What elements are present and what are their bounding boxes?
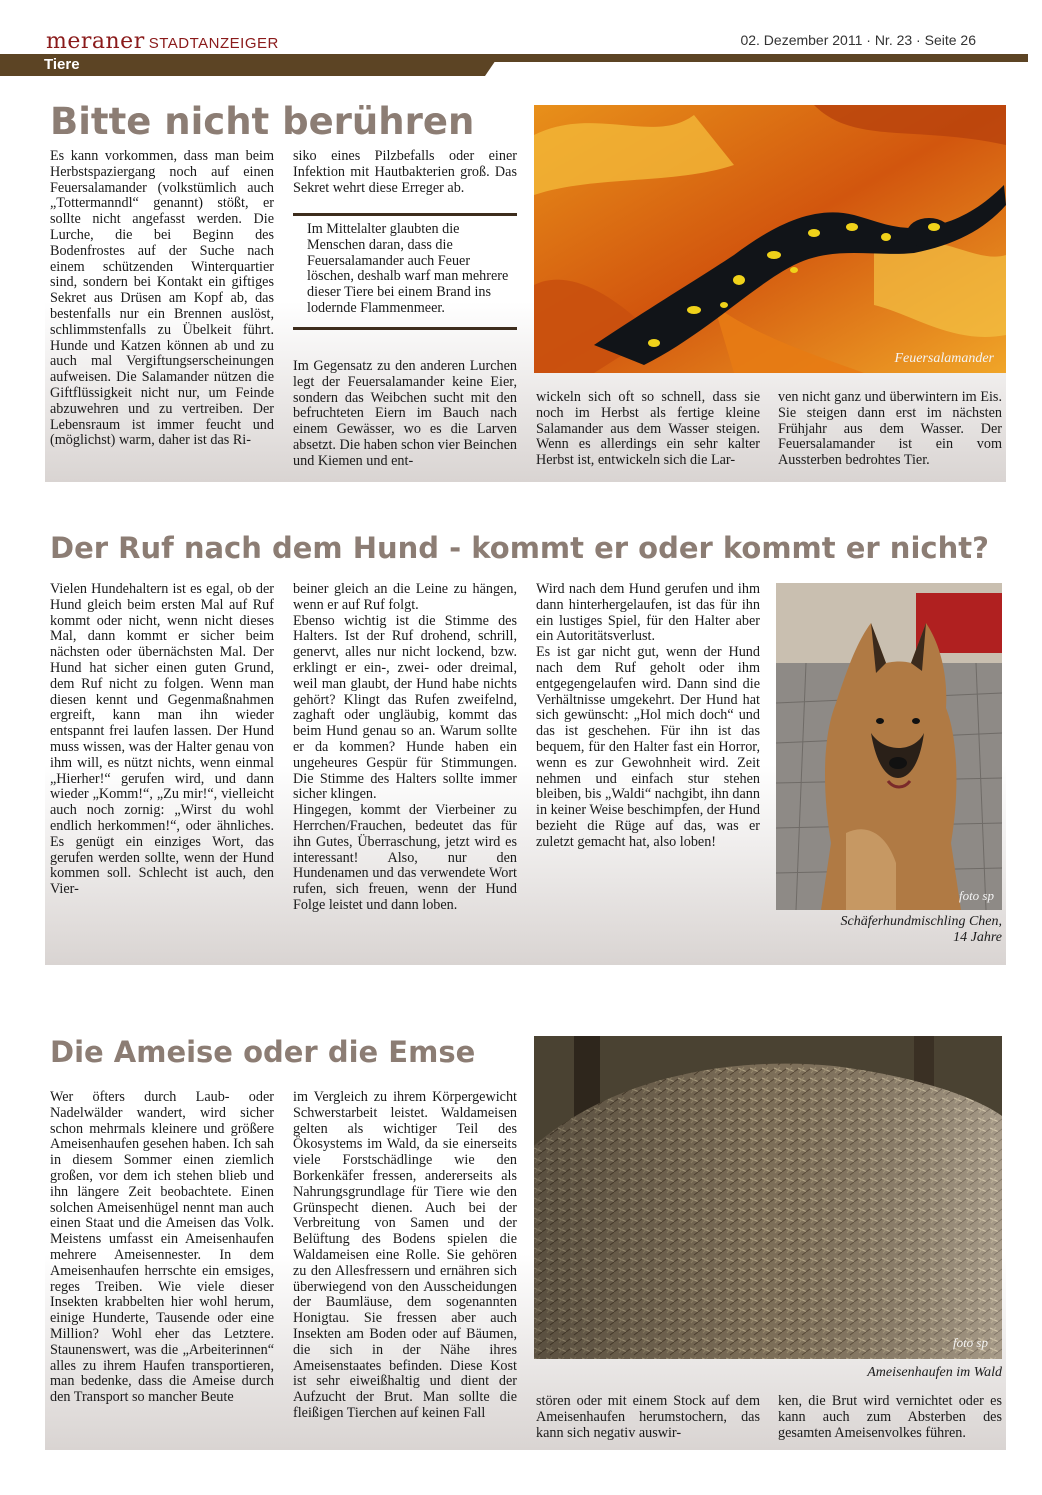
issue-meta: 02. Dezember 2011 · Nr. 23 · Seite 26 xyxy=(740,32,976,48)
pull-quote xyxy=(293,213,517,330)
article-column: ken, die Brut wird vernichtet oder es kann auch zum Absterben des gesamten Ameisenvolkes führen. xyxy=(778,1393,1002,1441)
photo-credit: foto sp xyxy=(952,1335,988,1350)
photo-caption-line: 14 Jahre xyxy=(953,930,1002,945)
dog-image xyxy=(776,583,1002,910)
article-column: im Vergleich zu ihrem Körpergewicht Schwerstarbeit leistet. Waldameisen gelten als wichtiger Teil des Ökosystems im Wald, da sie einerseits viele Forstschädlinge wie den Borkenkäfer fressen, andererseits als Nahrungsgrundlage für Tiere wie den Grünspecht dienen. Auch bei der Verbreitung von Samen und der Belüftung des Bodens spielen die Waldameisen eine Rolle. Sie gehören zu den Allesfressern und ernähren sich überwiegend von den Ausscheidungen der Baumläuse, dem sogenannten Honigtau. Sie fressen aber auch Insekten am Boden oder auf Bäumen, die sich in der Nähe ihres Ameisenstaates befinden. Diese Kost ist sehr eiweißhaltig und dient der Aufzucht der Brut. Man sollte die fleißigen Tierchen auf keinen Fall xyxy=(293,1089,517,1421)
rubric-label: Tiere xyxy=(44,56,80,73)
article-column xyxy=(536,582,760,851)
paragraph: Hingegen, kommt der Vierbeiner zu Herrchen/Frauchen, bedeutet das für ihn Gutes, Überraschung, jetzt wird es interessant! Also, nur den Hundenamen und das verwendete Wort rufen, sich freuen, wenn der Hund Folge leistet und dann loben. xyxy=(293,802,517,913)
article-title-dog: Der Ruf nach dem Hund - kommt er oder kommt er nicht? xyxy=(50,531,989,565)
paragraph: Wird nach dem Hund gerufen und ihm dann hinterhergelaufen, ist das für ihn ein lustiges Spiel, für den Halter aber ein Autoritätsverlust. xyxy=(536,581,760,645)
article-column xyxy=(293,582,517,914)
article-column: Vielen Hundehaltern ist es egal, ob der Hund gleich beim ersten Mal auf Ruf kommt oder nicht, wenn nicht dieses Mal, dann kommt er sicher beim nächsten oder übernächsten Mal. Der Hund hat sicher einen guten Grund, dem Ruf nicht zu folgen. Wenn man diesen kennt und Gegenmaßnahmen ergreift, kann man ihn wieder entspannt frei laufen lassen. Der Hund muss wissen, was der Halter genau von ihm will, es nützt nichts, wenn einmal „Hierher!“ gerufen wird, und dann wieder „Komm!“, „Zu mir!“, vielleicht auch noch zornig: „Wirst du wohl endlich herkommen!“, oder ähnliches. Es genügt ein einziges Wort, das gerufen werden sollte, wenn der Hund kommen soll. Schlecht ist auch, den Vier- xyxy=(50,581,274,898)
paragraph: Ebenso wichtig ist die Stimme des Halters. Ist der Ruf drohend, schrill, genervt, alles nur nicht lockend, bzw. erklingt er ein-, zwei- oder dreimal, weil man glaubt, der Hund habe nichts gehört? Klingt das Rufen zweifelnd, zaghaft oder ungläubig, kommt das beim Hund genau so an. Warum sollte er da kommen? Hunde haben ein ungeheures Gespür für Stimmungen. Die Stimme des Halters sollte immer sicher klingen. xyxy=(293,612,517,803)
article-column: stören oder mit einem Stock auf dem Ameisenhaufen herumstochern, das kann sich negativ auswir- xyxy=(536,1393,760,1441)
dog-photo xyxy=(776,583,1002,910)
photo-caption: Ameisenhaufen im Wald xyxy=(867,1365,1002,1380)
article-column: Im Gegensatz zu den anderen Lurchen legt der Feuersalamander keine Eier, sondern das Weibchen sucht mit den befruchteten Eiern im Bauch nach einem Gewässer, wo es die Larven absetzt. Die haben schon vier Beinchen und Kiemen und ent- xyxy=(293,358,517,469)
article-column: Es kann vorkommen, dass man beim Herbstspaziergang noch auf einen Feuersalamander (volkstümlich auch „Tottermanndl“ genannt) stößt, er sollte nicht angefasst werden. Die Lurche, die bei Beginn des Bodenfrostes auf der Suche nach einem schützenden Winterquartier sind, sondern bei Kontakt ein giftiges Sekret aus Drüsen am Kopf ab, das bestenfalls nur ein Brennen auslöst, schlimmstenfalls zu Übelkeit führt. Hunde und Katzen können ab und zu auch mal Vergiftungserscheinungen aufweisen. Die Salamander nützen die Giftflüssigkeit nicht nur, um Feinde abzuwehren und zu vertreiben. Der Lebensraum ist immer feucht und (möglichst) warm, daher ist das Ri- xyxy=(50,148,274,449)
paragraph: Es ist gar nicht gut, wenn der Hund nach dem Ruf geholt oder ihm entgegengelaufen wird. Dann sind die Verhältnisse umgekehrt. Der Hund hat sich gewünscht: „Hol mich doch“ und das ist geschehen. Für ihn ist das bequem, für den Halter fast ein Horror, wenn es zur Gewohnheit wird. Zeit nehmen und einfach stur stehen bleiben, bis „Waldi“ nachgibt, ihn dann in keiner Weise beschimpfen, der Hund bezieht die Rüge auf das, was er zuletzt gemacht hat, also loben! xyxy=(536,644,760,850)
paragraph: beiner gleich an die Leine zu hängen, wenn er auf Ruf folgt. xyxy=(293,581,517,613)
masthead-brand: meraner xyxy=(46,29,145,54)
masthead-sub: STADTANZEIGER xyxy=(148,35,279,52)
salamander-photo xyxy=(534,105,1006,373)
photo-caption: Feuersalamander xyxy=(894,351,994,366)
salamander-image xyxy=(534,105,1006,373)
article-column: siko eines Pilzbefalls oder einer Infektion mit Hautbakterien groß. Das Sekret wehrt diese Erreger ab. xyxy=(293,148,517,196)
photo-caption-line: Schäferhundmischling Chen, xyxy=(840,914,1002,929)
article-column: ven nicht ganz und überwintern im Eis. Sie steigen dann erst im nächsten Frühjahr aus dem Wasser. Der Feuersalamander ist ein vom Aussterben bedrohtes Tier. xyxy=(778,389,1002,469)
rubric-bar xyxy=(0,54,1042,76)
article-column: Wer öfters durch Laub- oder Nadelwälder wandert, wird sicher schon mehrmals kleinere und größere Ameisenhaufen gesehen haben. Ich sah in diesem Sommer einen ziemlich großen, vor dem ich stehen blieb und ihn längere Zeit beobachtete. Einen solchen Ameisenhügel nennt man auch einen Staat und die Ameisen das Volk. Meistens umfasst ein Ameisenhaufen mehrere Ameisennester. In dem Ameisenhaufen herrschte ein emsiges, reges Treiben. Wie viele dieser Insekten krabbelten hier wohl herum, einige Hunderte, Tausende oder eine Million? Wohl eher das Letztere. Staunenswert, was die „Arbeiterinnen“ alles zu ihrem Haufen transportieren, man bedenke, dass die Ameise durch den Transport so mancher Beute xyxy=(50,1089,274,1406)
anthill-photo xyxy=(534,1036,1002,1359)
article-title-ant: Die Ameise oder die Emse xyxy=(50,1035,476,1069)
photo-caption xyxy=(776,914,1002,946)
masthead-logo xyxy=(46,28,279,54)
pull-quote-text: Im Mittelalter glaubten die Menschen daran, dass die Feuersalamander auch Feuer löschen, deshalb warf man mehrere dieser Tiere bei einem Brand ins lodernde Flammenmeer. xyxy=(307,221,509,316)
article-title-salamander: Bitte nicht berühren xyxy=(50,100,475,143)
photo-credit: foto sp xyxy=(958,888,994,903)
anthill-image xyxy=(534,1036,1002,1359)
article-column: wickeln sich oft so schnell, dass sie noch im Herbst als fertige kleine Salamander aus dem Wasser steigen. Wenn es allerdings ein sehr kalter Herbst ist, entwickeln sich die Lar- xyxy=(536,389,760,469)
